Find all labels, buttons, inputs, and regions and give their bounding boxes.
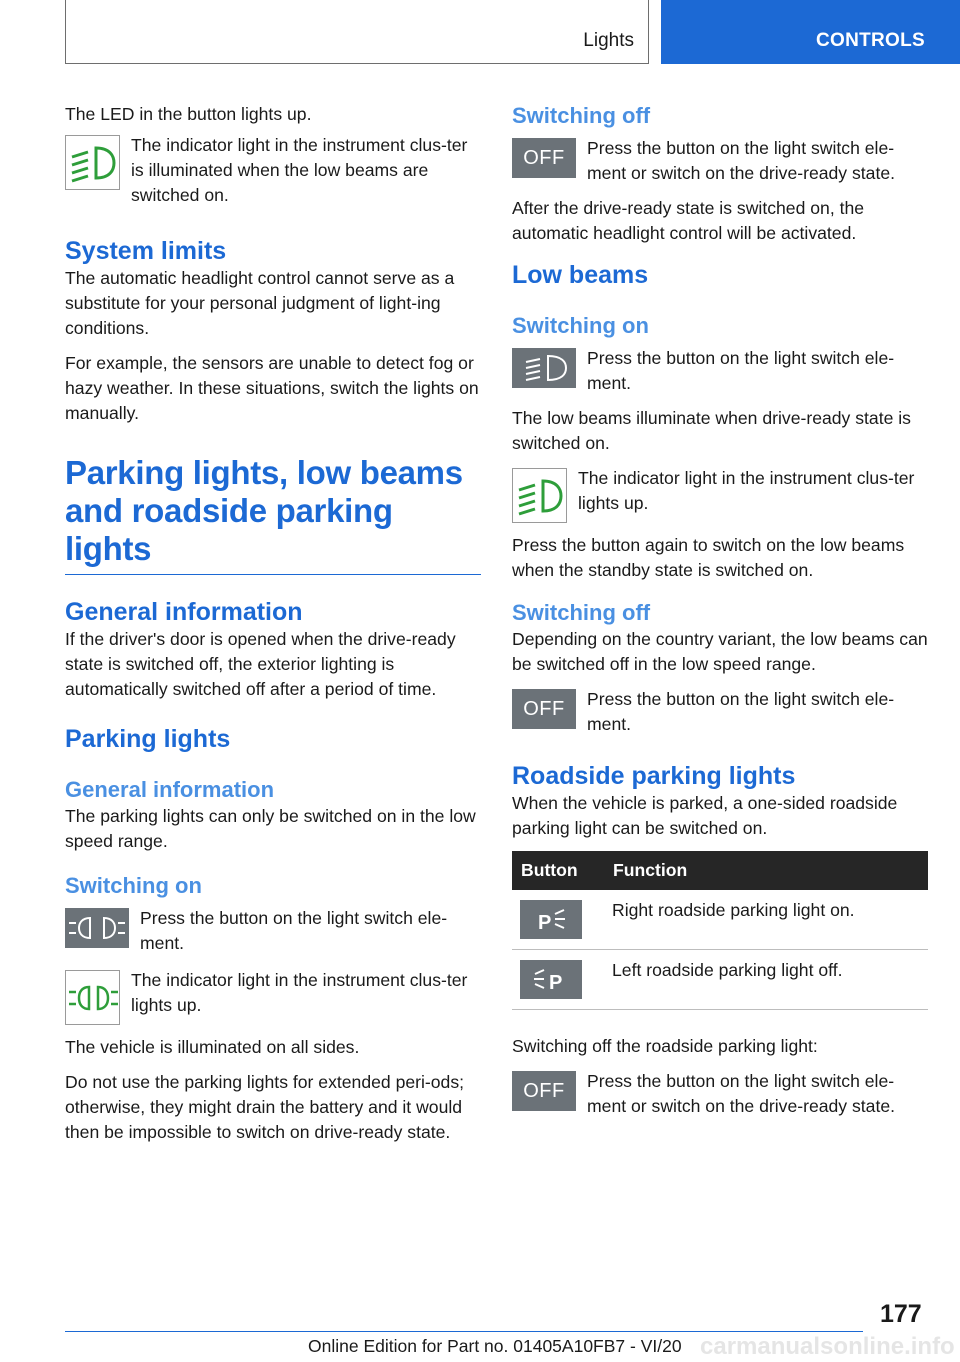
heading-low-beams: Low beams [512,261,649,289]
chapter-title: CONTROLS [816,30,926,51]
heading-parking-lights: Parking lights [65,725,231,753]
paragraph-low-beam-again: Press the button again to switch on the low beams when the standby state is switched on. [512,535,905,580]
paragraph-roadside: When the vehicle is parked, a one-sided roadside parking light can be switched on. [512,793,898,838]
off-button-row-2 [512,687,928,737]
header-section-box [65,0,649,64]
low-beam-button-text: Press the button on the light switch ele-ment. [587,348,895,393]
paragraph-parking-general: The parking lights can only be switched on in the low speed range. [65,806,476,851]
right-parking-light-icon [520,900,582,939]
heading-parking-switching-on: Switching on [65,873,202,898]
off-button-row-3 [512,1069,928,1119]
svg-text:P: P [549,971,563,994]
section-title: Lights [583,30,634,51]
roadside-table [512,851,928,1010]
off-button-icon-2: OFF [512,689,576,729]
paragraph-low-beam-illuminate: The low beams illuminate when drive-ready state is switched on. [512,408,911,453]
table-header-button: Button [512,851,604,890]
page-number: 177 [880,1300,922,1328]
low-beam-button-row [512,346,928,396]
low-beam-button-icon [512,348,576,388]
off-button-icon: OFF [512,138,576,178]
right-column [512,102,928,1129]
paragraph-all-sides: The vehicle is illuminated on all sides. [65,1037,360,1057]
table-header-row [512,851,928,890]
table-row [512,890,928,950]
off-button-text-1: Press the button on the light switch ele-ment or switch on the drive-ready state. [587,138,896,183]
heading-roadside-parking: Roadside parking lights [512,762,796,790]
parking-indicator-icon [65,970,120,1025]
paragraph-switch-off-roadside: Switching off the roadside parking light: [512,1036,818,1056]
paragraph-warning: Do not use the parking lights for extended peri-ods; otherwise, they might drain the battery and it would then be impossible to switch on drive-ready state. [65,1072,465,1142]
indicator-low-beam-row [65,133,481,208]
table-row [512,950,928,1010]
paragraph-general: If the driver's door is opened when the drive-ready state is switched off, the exterior lighting is automatically switched off after a period of time. [65,629,456,699]
off-button-text-3: Press the button on the light switch ele-ment or switch on the drive-ready state. [587,1071,896,1116]
paragraph-after: After the drive-ready state is switched on, the automatic headlight control will be activated. [512,198,865,243]
heading-low-beams-on: Switching on [512,313,649,338]
table-cell-icon [512,950,604,1010]
paragraph-limits-1: The automatic headlight control cannot serve as a substitute for your personal judgment of light-ing conditions. [65,268,455,338]
heading-general-information: General information [65,598,303,626]
footer-edition: Online Edition for Part no. 01405A10FB7 - VI/20 [308,1336,682,1356]
low-beam-indicator-text: The indicator light in the instrument clus-ter lights up. [578,468,915,513]
off-button-icon-3: OFF [512,1071,576,1111]
low-beam-indicator-icon [65,135,120,190]
heading-parking-general: General information [65,777,275,802]
heading-system-limits: System limits [65,237,227,265]
watermark: carmanualsonline.info [700,1333,955,1360]
low-beam-indicator-icon-2 [512,468,567,523]
left-column [65,102,481,1155]
main-heading-line-1: Parking lights, low beams [65,454,463,491]
paragraph-led: The LED in the button lights up. [65,104,312,124]
heading-switching-off: Switching off [512,103,651,128]
paragraph-low-beam-variant: Depending on the country variant, the low beams can be switched off in the low speed range. [512,629,928,674]
low-beam-indicator-row [512,466,928,523]
table-cell-function: Right roadside parking light on. [604,890,928,950]
main-heading-block [65,454,481,575]
heading-low-beams-off: Switching off [512,600,651,625]
footer-rule [65,1331,863,1332]
left-parking-light-icon [520,960,582,999]
parking-button-row [65,906,481,956]
table-cell-icon [512,890,604,950]
svg-text:P: P [538,911,552,934]
indicator-low-beam-text: The indicator light in the instrument clus-ter is illuminated when the low beams are switched on. [131,135,468,205]
off-button-text-2: Press the button on the light switch ele-ment. [587,689,895,734]
parking-indicator-text: The indicator light in the instrument clus-ter lights up. [131,970,468,1015]
table-header-function: Function [604,851,928,890]
main-heading-line-2: and roadside parking lights [65,492,393,567]
chapter-tab [661,0,960,64]
paragraph-limits-2: For example, the sensors are unable to detect fog or hazy weather. In these situations, switch the lights on manually. [65,353,479,423]
parking-light-button-icon [65,908,129,948]
parking-indicator-row [65,968,481,1025]
table-cell-function: Left roadside parking light off. [604,950,928,1010]
parking-button-text: Press the button on the light switch ele-ment. [140,908,448,953]
off-button-row-1 [512,136,928,186]
